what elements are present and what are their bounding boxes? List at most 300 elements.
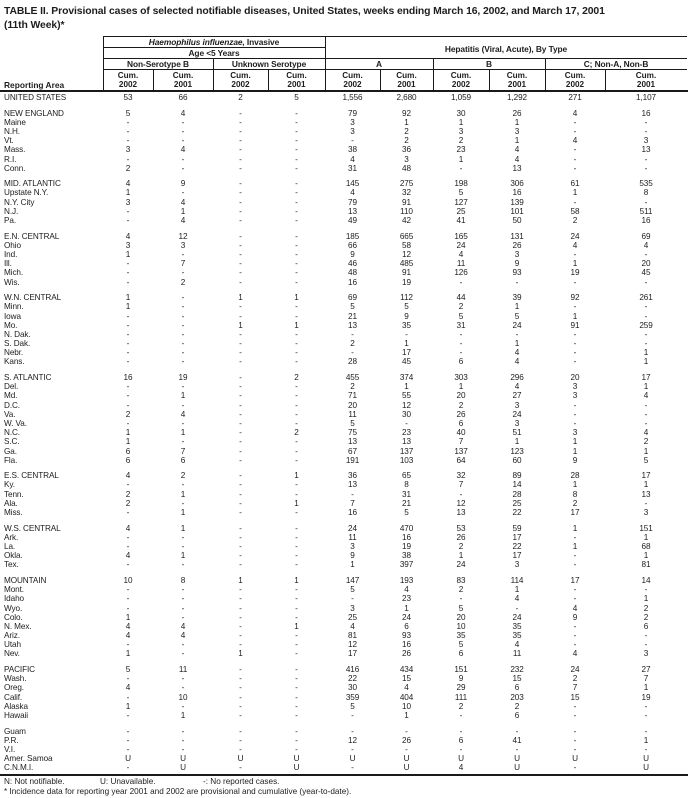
data-cell: - <box>181 136 185 146</box>
col-header-cum-2001: Cum. 2001 <box>396 71 417 89</box>
data-cell: 16 <box>402 532 411 542</box>
data-cell: - <box>126 508 130 518</box>
table-row <box>0 401 688 410</box>
data-cell: 6 <box>458 418 464 428</box>
data-cell: 2 <box>125 489 131 499</box>
data-cell: 24 <box>570 665 580 675</box>
data-cell: 1 <box>180 206 186 216</box>
data-cell: U <box>514 763 520 773</box>
data-cell: - <box>295 179 298 189</box>
data-cell: - <box>295 357 298 367</box>
data-cell: - <box>295 339 298 349</box>
data-cell: - <box>239 532 242 542</box>
data-cell: 4 <box>514 145 520 155</box>
data-cell: 4 <box>514 594 520 604</box>
table-row <box>0 524 688 533</box>
data-cell: 123 <box>510 446 524 456</box>
data-cell: 67 <box>348 446 357 456</box>
table-row <box>0 560 688 569</box>
data-cell: 55 <box>402 391 411 401</box>
data-cell: - <box>181 188 185 198</box>
data-cell: 4 <box>458 249 464 259</box>
data-cell: 4 <box>572 136 578 146</box>
row-label: Conn. <box>4 163 26 173</box>
data-cell: - <box>295 665 298 675</box>
data-cell: 24 <box>512 409 522 419</box>
data-cell: 19 <box>402 541 411 551</box>
row-label: N. Dak. <box>4 329 31 339</box>
table-row <box>0 373 688 382</box>
data-cell: 137 <box>454 446 468 456</box>
data-cell: 4 <box>404 683 409 693</box>
data-cell: U <box>403 754 410 764</box>
row-label: Tex. <box>4 560 19 570</box>
data-cell: - <box>351 594 354 604</box>
data-cell: 193 <box>399 575 414 585</box>
data-cell: - <box>573 357 577 367</box>
table-row <box>0 278 688 287</box>
table-row <box>0 533 688 542</box>
data-cell: 1 <box>180 391 186 401</box>
data-cell: 16 <box>512 188 522 198</box>
row-label: C.N.M.I. <box>4 763 34 773</box>
data-cell: 93 <box>512 268 522 278</box>
data-cell: 2 <box>404 126 409 136</box>
row-label: Ohio <box>4 240 21 250</box>
data-cell: 4 <box>125 551 131 561</box>
data-cell: U <box>237 754 244 764</box>
data-cell: 2 <box>643 437 649 447</box>
table-row <box>0 188 688 197</box>
data-cell: - <box>295 400 298 410</box>
data-cell: - <box>573 735 577 745</box>
data-cell: 89 <box>512 471 522 481</box>
data-cell: - <box>126 594 130 604</box>
data-cell: - <box>573 400 577 410</box>
data-cell: - <box>181 249 185 259</box>
data-cell: - <box>239 726 242 736</box>
data-cell: - <box>126 268 130 278</box>
data-cell: - <box>295 744 298 754</box>
data-cell: 12 <box>456 498 466 508</box>
data-cell: 28 <box>512 489 522 499</box>
data-cell: - <box>181 603 185 613</box>
data-cell: 6 <box>125 446 131 456</box>
data-cell: - <box>295 391 298 401</box>
data-cell: 3 <box>458 126 464 136</box>
col-header-cum-2001: Cum. 2001 <box>172 71 194 89</box>
data-cell: - <box>295 523 298 533</box>
data-cell: 6 <box>458 357 464 367</box>
data-cell: 13 <box>641 145 651 155</box>
data-cell: 11 <box>348 532 357 542</box>
data-cell: - <box>239 268 242 278</box>
data-cell: - <box>126 311 130 321</box>
data-cell: 20 <box>641 259 651 269</box>
data-cell: 1 <box>643 382 649 392</box>
data-cell: - <box>644 710 648 720</box>
data-cell: - <box>239 489 242 499</box>
data-cell: 2 <box>643 603 649 613</box>
data-cell: 198 <box>454 179 468 189</box>
row-label: Idaho <box>4 594 24 604</box>
data-cell: 4 <box>514 348 520 358</box>
data-cell: 32 <box>402 188 411 198</box>
table-row <box>0 164 688 173</box>
data-cell: U <box>125 754 131 764</box>
row-label: Pa. <box>4 216 16 226</box>
data-cell: 1 <box>294 293 299 303</box>
data-cell: - <box>351 136 354 146</box>
data-cell: - <box>126 726 130 736</box>
data-cell: 1 <box>572 523 578 533</box>
row-label: W.S. CENTRAL <box>4 523 61 533</box>
data-cell: - <box>644 302 648 312</box>
data-cell: - <box>573 763 577 773</box>
table-row <box>0 490 688 499</box>
data-cell: - <box>239 594 242 604</box>
data-cell: 53 <box>123 93 133 102</box>
age-under5-header: Age <5 Years <box>188 48 240 58</box>
data-cell: 8 <box>404 480 409 490</box>
data-cell: - <box>239 560 242 570</box>
data-cell: - <box>644 631 648 641</box>
data-cell: - <box>239 428 242 438</box>
data-cell: 15 <box>570 692 580 702</box>
data-cell: 2 <box>180 277 186 287</box>
table-row <box>0 745 688 754</box>
data-cell: 30 <box>402 409 411 419</box>
data-cell: 203 <box>510 692 524 702</box>
data-cell: - <box>239 631 242 641</box>
data-cell: - <box>239 188 242 198</box>
data-cell: - <box>295 480 298 490</box>
table-row <box>0 594 688 603</box>
data-cell: 36 <box>348 471 357 481</box>
data-cell: 103 <box>399 455 414 465</box>
data-cell: - <box>181 311 185 321</box>
data-cell: - <box>573 126 577 136</box>
haemophilus-header <box>103 37 325 47</box>
data-cell: 2 <box>125 409 131 419</box>
data-cell: 68 <box>641 541 651 551</box>
data-cell: 6 <box>643 621 649 631</box>
data-cell: - <box>126 348 130 358</box>
data-cell: 35 <box>402 320 411 330</box>
data-cell: - <box>295 145 298 155</box>
data-cell: 20 <box>456 612 466 622</box>
data-cell: 11 <box>456 259 466 269</box>
data-cell: 81 <box>641 560 651 570</box>
data-cell: 51 <box>512 428 522 438</box>
table-row <box>0 232 688 241</box>
data-cell: 2 <box>572 498 578 508</box>
data-cell: 19 <box>641 692 651 702</box>
table-row <box>0 754 688 763</box>
data-cell: 4 <box>572 240 578 250</box>
data-cell: 1 <box>514 437 520 447</box>
data-cell: - <box>126 382 130 392</box>
data-cell: 39 <box>512 293 522 303</box>
data-cell: - <box>351 763 354 773</box>
data-cell: 3 <box>514 400 520 410</box>
table-row <box>0 259 688 268</box>
data-cell: 5 <box>458 640 464 650</box>
data-cell: - <box>351 710 354 720</box>
data-cell: - <box>126 136 130 146</box>
footnote-dash: -: No reported cases. <box>203 777 280 786</box>
data-cell: 3 <box>350 117 355 127</box>
data-cell: 59 <box>512 523 522 533</box>
data-cell: 61 <box>570 179 580 189</box>
col-header-cum-2001: Cum. 2001 <box>635 71 657 89</box>
table-row <box>0 410 688 419</box>
data-cell: 30 <box>348 683 357 693</box>
data-cell: 2 <box>572 216 578 226</box>
data-cell: - <box>405 418 408 428</box>
data-cell: - <box>239 154 242 164</box>
data-cell: 49 <box>348 216 357 226</box>
data-cell: - <box>181 726 185 736</box>
data-cell: - <box>126 206 130 216</box>
data-cell: 185 <box>345 231 360 241</box>
table-row <box>0 136 688 145</box>
data-cell: 44 <box>456 293 466 303</box>
data-cell: 5 <box>294 93 299 102</box>
data-cell: 2 <box>238 93 243 102</box>
row-label: PACIFIC <box>4 665 35 675</box>
data-cell: 13 <box>348 206 357 216</box>
data-cell: - <box>239 179 242 189</box>
data-cell: 38 <box>402 551 411 561</box>
data-cell: - <box>644 726 648 736</box>
row-label: Del. <box>4 382 19 392</box>
data-cell: - <box>644 339 648 349</box>
row-label: Md. <box>4 391 18 401</box>
data-cell: - <box>181 594 185 604</box>
table-row <box>0 268 688 277</box>
table-row <box>0 302 688 311</box>
data-cell: 2 <box>458 585 464 595</box>
data-cell: - <box>239 744 242 754</box>
data-cell: 21 <box>348 311 357 321</box>
table-row <box>0 357 688 366</box>
data-cell: - <box>295 437 298 447</box>
data-cell: 151 <box>639 523 653 533</box>
data-cell: - <box>126 532 130 542</box>
data-cell: 24 <box>512 612 522 622</box>
data-cell: 79 <box>348 197 357 207</box>
data-cell: 19 <box>570 268 580 278</box>
col-header-cum-2002: Cum. 2002 <box>342 71 363 89</box>
data-cell: 3 <box>572 391 578 401</box>
data-cell: - <box>239 277 242 287</box>
row-label: E.S. CENTRAL <box>4 471 59 481</box>
table-row <box>0 649 688 658</box>
data-cell: 5 <box>125 665 131 675</box>
data-cell: - <box>405 726 408 736</box>
data-cell: 4 <box>350 621 355 631</box>
data-cell: 58 <box>402 240 411 250</box>
data-cell: - <box>126 674 130 684</box>
data-cell: 24 <box>570 231 580 241</box>
data-cell: 232 <box>510 665 524 675</box>
data-cell: - <box>126 735 130 745</box>
data-cell: 79 <box>348 108 357 118</box>
data-cell: 6 <box>514 710 520 720</box>
data-cell: 66 <box>178 93 188 102</box>
data-cell: - <box>295 674 298 684</box>
data-cell: 24 <box>456 240 466 250</box>
data-cell: 7 <box>458 480 464 490</box>
row-label: Mo. <box>4 320 18 330</box>
data-cell: - <box>239 523 242 533</box>
data-cell: 1 <box>125 437 131 447</box>
data-cell: 2 <box>180 471 186 481</box>
data-cell: 12 <box>178 231 188 241</box>
data-cell: 1 <box>294 498 299 508</box>
data-cell: 3 <box>514 126 520 136</box>
data-cell: 1 <box>125 188 131 198</box>
row-label: Miss. <box>4 508 23 518</box>
data-cell: - <box>459 339 463 349</box>
data-cell: 127 <box>454 197 468 207</box>
data-cell: - <box>239 735 242 745</box>
data-cell: 7 <box>572 683 578 693</box>
data-cell: - <box>295 206 298 216</box>
row-label: Va. <box>4 409 16 419</box>
data-cell: 22 <box>348 674 357 684</box>
row-label: Mass. <box>4 145 26 155</box>
data-cell: 4 <box>180 197 186 207</box>
data-cell: 5 <box>458 603 464 613</box>
data-cell: 14 <box>512 480 522 490</box>
table-row <box>0 674 688 683</box>
data-cell: 38 <box>348 145 357 155</box>
data-cell: 35 <box>456 631 466 641</box>
data-cell: - <box>351 726 354 736</box>
table-row <box>0 736 688 745</box>
table-row <box>0 711 688 720</box>
data-cell: 10 <box>402 701 411 711</box>
row-label: Mich. <box>4 268 24 278</box>
data-cell: - <box>573 532 577 542</box>
row-label: Okla. <box>4 551 23 561</box>
data-cell: - <box>126 710 130 720</box>
data-cell: U <box>514 754 520 764</box>
table-row <box>0 241 688 250</box>
data-cell: - <box>239 409 242 419</box>
data-cell: 53 <box>456 523 466 533</box>
data-cell: 2 <box>458 136 464 146</box>
data-cell: 2 <box>350 382 355 392</box>
data-cell: - <box>181 400 185 410</box>
data-cell: - <box>239 551 242 561</box>
data-cell: - <box>295 216 298 226</box>
data-cell: - <box>295 489 298 499</box>
data-cell: 2 <box>572 674 578 684</box>
data-cell: 359 <box>345 692 360 702</box>
table-row <box>0 321 688 330</box>
data-cell: - <box>239 108 242 118</box>
row-label: N.C. <box>4 428 20 438</box>
data-cell: 114 <box>510 575 524 585</box>
data-cell: 26 <box>512 108 522 118</box>
data-cell: 470 <box>399 523 414 533</box>
data-cell: 4 <box>514 154 520 164</box>
data-cell: 26 <box>402 735 411 745</box>
data-cell: 511 <box>639 206 653 216</box>
data-cell: 45 <box>402 357 411 367</box>
data-cell: 1,556 <box>342 93 363 102</box>
data-cell: 6 <box>514 683 520 693</box>
data-cell: 1 <box>125 249 131 259</box>
data-cell: 1 <box>404 382 409 392</box>
data-cell: - <box>181 302 185 312</box>
data-cell: 101 <box>510 206 524 216</box>
data-cell: 9 <box>180 179 186 189</box>
table-row <box>0 576 688 585</box>
row-label: NEW ENGLAND <box>4 108 64 118</box>
data-cell: - <box>295 612 298 622</box>
data-cell: 9 <box>350 551 355 561</box>
row-label: Ariz. <box>4 631 20 641</box>
table-row <box>0 480 688 489</box>
haemophilus-species: Haemophilus influenzae, <box>148 37 245 47</box>
subgroup-hep-a: A <box>376 59 382 69</box>
row-label: Wis. <box>4 277 20 287</box>
data-cell: 1 <box>350 560 355 570</box>
data-cell: 17 <box>570 508 580 518</box>
data-cell: - <box>351 348 354 358</box>
data-cell: 12 <box>402 249 411 259</box>
data-cell: 13 <box>348 480 357 490</box>
data-cell: 1 <box>404 339 409 349</box>
data-cell: U <box>458 754 464 764</box>
data-cell: 13 <box>641 489 651 499</box>
data-cell: - <box>351 489 354 499</box>
table-row <box>0 348 688 357</box>
data-cell: 4 <box>180 621 186 631</box>
data-cell: U <box>643 763 649 773</box>
data-cell: - <box>459 489 463 499</box>
data-cell: 303 <box>454 373 468 383</box>
data-cell: 1 <box>238 320 243 330</box>
data-cell: 4 <box>404 585 409 595</box>
data-cell: - <box>239 710 242 720</box>
table-row <box>0 622 688 631</box>
row-label: Upstate N.Y. <box>4 188 49 198</box>
data-cell: 1 <box>180 710 186 720</box>
data-cell: - <box>181 163 185 173</box>
data-cell: - <box>181 418 185 428</box>
data-cell: - <box>644 329 648 339</box>
data-cell: - <box>295 136 298 146</box>
data-cell: 2 <box>514 701 520 711</box>
data-cell: 2 <box>458 701 464 711</box>
data-cell: - <box>295 455 298 465</box>
data-cell: - <box>573 701 577 711</box>
data-cell: 6 <box>458 735 464 745</box>
data-cell: 3 <box>514 418 520 428</box>
data-cell: - <box>644 197 648 207</box>
data-cell: 1 <box>643 551 649 561</box>
data-cell: - <box>295 735 298 745</box>
data-cell: 25 <box>348 612 357 622</box>
data-cell: - <box>573 145 577 155</box>
data-cell: - <box>239 391 242 401</box>
data-cell: 111 <box>454 692 468 702</box>
